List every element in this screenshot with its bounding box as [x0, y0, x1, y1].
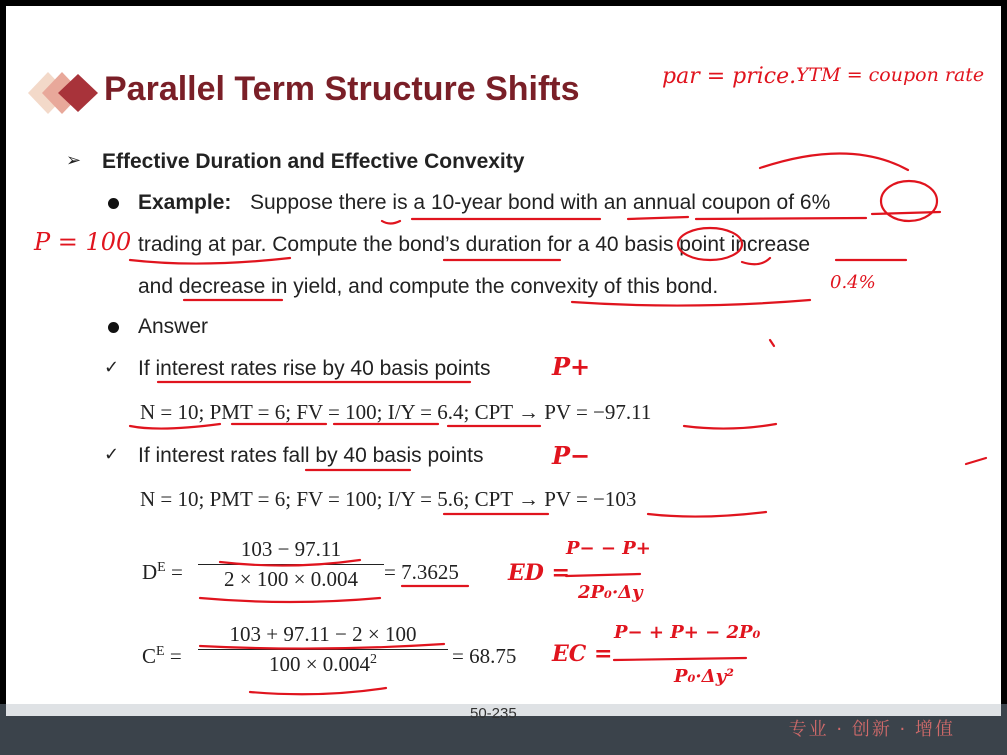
section-heading: Effective Duration and Effective Convexity	[102, 150, 525, 173]
ed-formula-den: 2P₀·Δy	[578, 582, 643, 603]
slide	[6, 6, 1001, 704]
rise-text: If interest rates rise by 40 basis points	[138, 357, 491, 380]
answer-label: Answer	[138, 315, 209, 338]
ec-formula-den: P₀·Δy²	[674, 666, 734, 687]
convexity-denominator: $100 \times 0.004^2$	[268, 652, 378, 676]
brand-slogan: 专业 · 创新 · 增值	[788, 719, 955, 740]
duration-result: = 7.3625	[384, 560, 459, 584]
convexity-result: = 68.75	[452, 644, 517, 668]
rise-calculation: N = 10; PMT = 6; FV = 100; I/Y = 6.4; CPT → PV = −97.11	[140, 400, 652, 424]
convexity-fraction	[198, 622, 448, 677]
note-par-price: par = price.	[662, 64, 797, 89]
ed-formula-lhs: ED =	[508, 560, 570, 586]
duration-denominator: 2 × 100 × 0.004	[224, 567, 358, 591]
checkmark-icon: ✓	[104, 444, 120, 465]
slide-title: Parallel Term Structure Shifts	[104, 70, 580, 108]
example-line-1: Suppose there is a 10-year bond with an annual coupon of 6%	[250, 191, 831, 214]
fall-calculation: N = 10; PMT = 6; FV = 100; I/Y = 5.6; CPT → PV = −103	[140, 487, 637, 511]
note-ytm-coupon: YTM = coupon rate	[796, 64, 985, 86]
note-p-100: P = 100	[34, 228, 132, 256]
note-p-plus: P+	[552, 352, 591, 381]
ec-formula-num: P− + P+ − 2P₀	[614, 622, 761, 643]
ed-formula-num: P− − P+	[566, 538, 651, 559]
ec-formula-lhs: EC =	[552, 641, 613, 667]
arrow-bullet-icon: ➢	[66, 150, 82, 171]
note-p-minus: P−	[552, 441, 591, 470]
title-diamonds-icon	[28, 70, 104, 116]
duration-numerator: 103 − 97.11	[240, 537, 342, 561]
convexity-label: $C^E$ =	[142, 644, 182, 668]
bullet-dot-icon	[108, 322, 119, 333]
fall-text: If interest rates fall by 40 basis points	[138, 444, 484, 467]
note-delta-yield: 0.4%	[830, 272, 876, 293]
duration-label: $D^E$ =	[142, 560, 183, 584]
convexity-numerator: 103 + 97.11 − 2 × 100	[229, 622, 417, 646]
checkmark-icon: ✓	[104, 357, 120, 378]
example-line-2: trading at par. Compute the bond’s duration for a 40 basis point increase	[138, 233, 811, 256]
bullet-dot-icon	[108, 198, 119, 209]
page-number: 50-235	[470, 705, 517, 722]
example-line-3: and decrease in yield, and compute the convexity of this bond.	[138, 275, 719, 298]
duration-fraction	[198, 537, 384, 592]
example-label: Example:	[138, 191, 232, 214]
